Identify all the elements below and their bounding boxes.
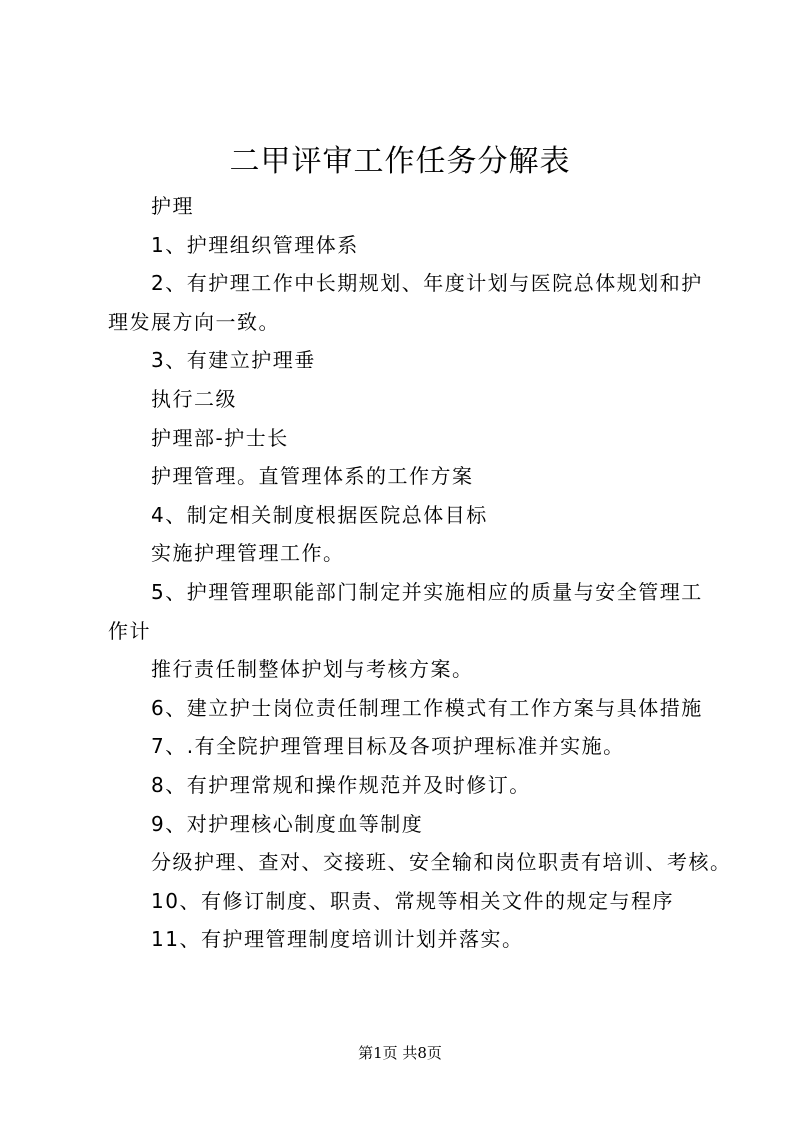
paragraph-line: 2、有护理工作中长期规划、年度计划与医院总体规划和护: [151, 271, 703, 296]
paragraph-line: 作计: [108, 618, 151, 643]
paragraph-line: 执行二级: [151, 386, 237, 411]
paragraph-line: 11、有护理管理制度培训计划并落实。: [151, 927, 524, 952]
paragraph-line: 护理管理。直管理体系的工作方案: [151, 464, 474, 489]
paragraph-line: 7、.有全院护理管理目标及各项护理标准并实施。: [151, 734, 625, 759]
paragraph-line: 实施护理管理工作。: [151, 541, 345, 566]
paragraph-line: 6、建立护士岗位责任制理工作模式有工作方案与具体措施: [151, 695, 703, 720]
page-footer: 第1页 共8页: [358, 1044, 442, 1062]
paragraph-line: 10、有修订制度、职责、常规等相关文件的规定与程序: [151, 888, 674, 913]
paragraph-line: 推行责任制整体护划与考核方案。: [151, 657, 474, 682]
paragraph-line: 5、护理管理职能部门制定并实施相应的质量与安全管理工: [151, 579, 703, 604]
paragraph-line: 1、护理组织管理体系: [151, 232, 359, 257]
paragraph-line: 护理部-护士长: [151, 425, 289, 450]
paragraph-line: 8、有护理常规和操作规范并及时修订。: [151, 772, 531, 797]
paragraph-line: 3、有建立护理垂: [151, 348, 316, 373]
paragraph-line: 护理: [151, 194, 194, 218]
document-title: 二甲评审工作任务分解表: [229, 144, 571, 179]
document-body: [108, 187, 732, 959]
paragraph-line: 分级护理、查对、交接班、安全输和岗位职责有培训、考核。: [151, 850, 732, 875]
paragraph-line: 9、对护理核心制度血等制度: [151, 811, 424, 836]
paragraph-line: 理发展方向一致。: [108, 309, 280, 334]
paragraph-line: 4、制定相关制度根据医院总体目标: [151, 502, 488, 527]
